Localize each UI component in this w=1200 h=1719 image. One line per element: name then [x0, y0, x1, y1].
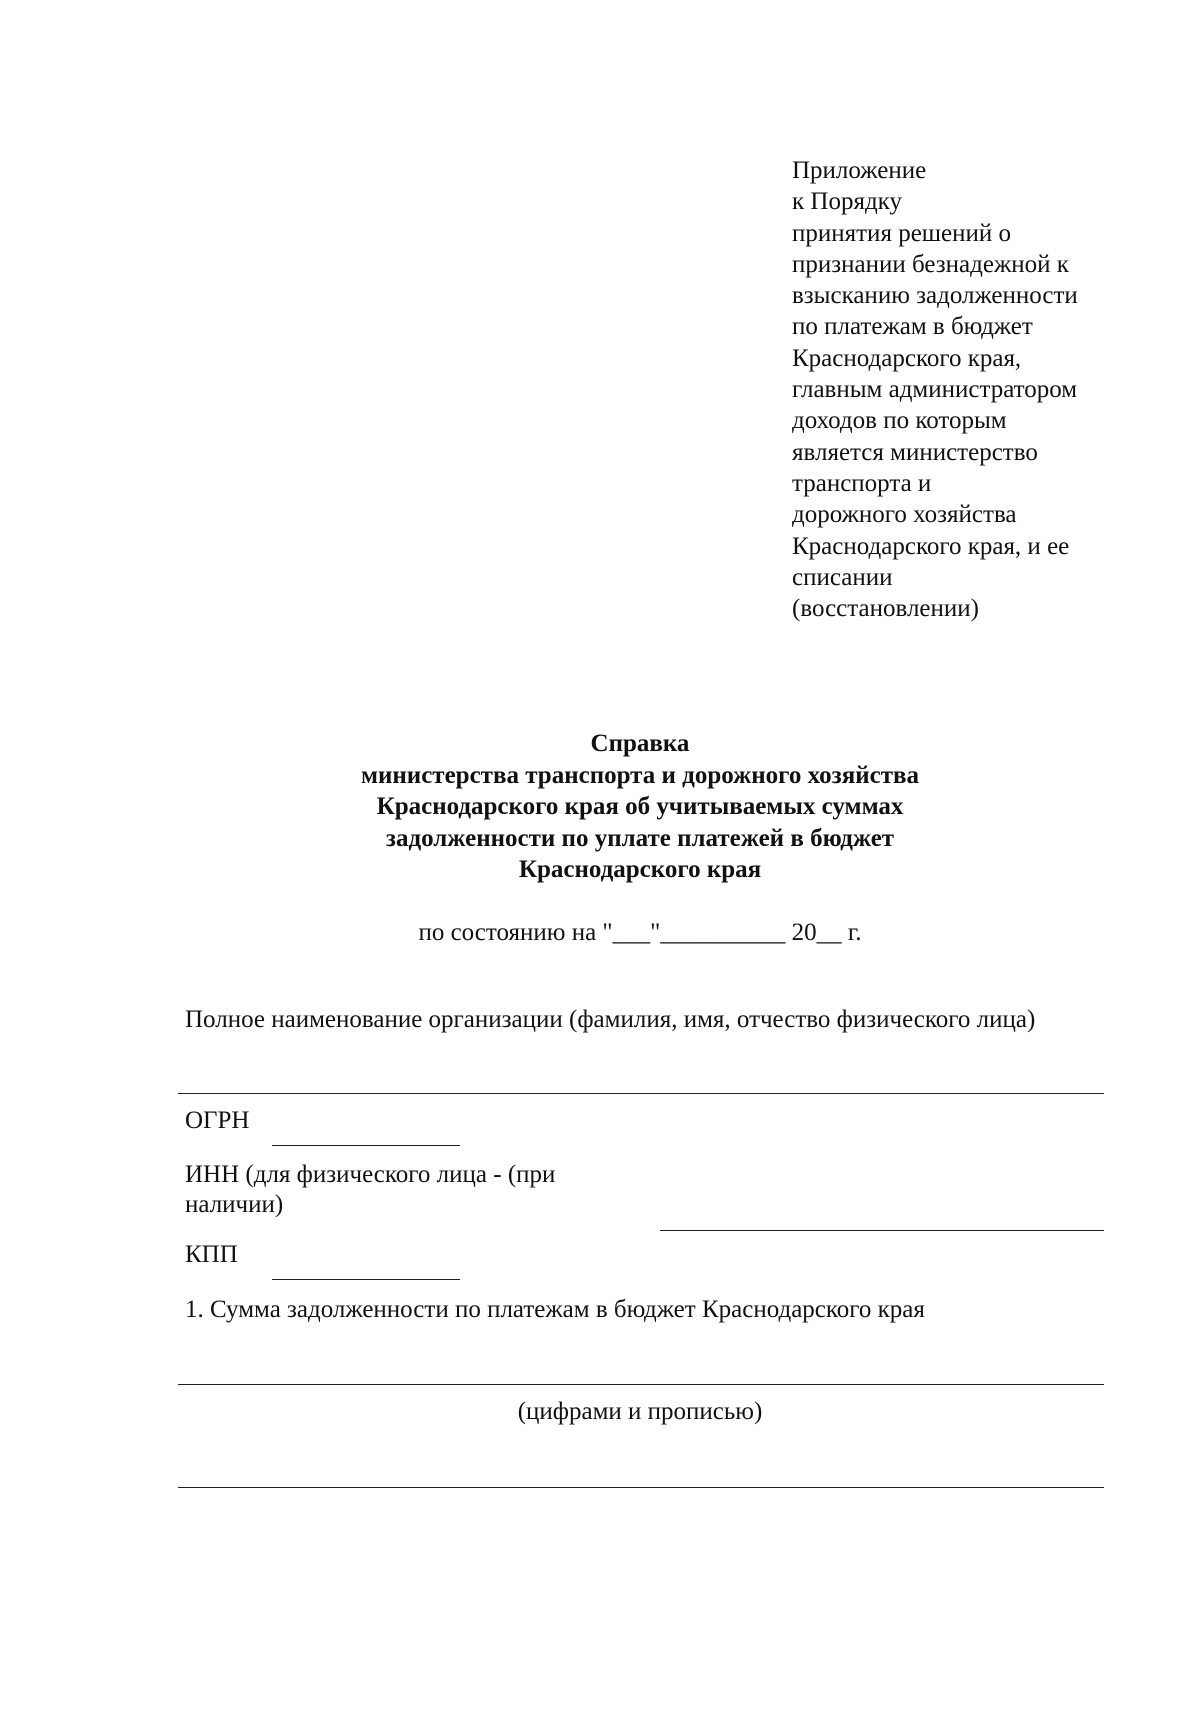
org-name-label: Полное наименование организации (фамилия, имя, отчество физического лица) — [185, 1006, 1036, 1033]
title-line: Справка — [590, 730, 690, 757]
inn-field[interactable] — [660, 1230, 1104, 1231]
kpp-label: КПП — [185, 1241, 238, 1268]
as-of-date: по состоянию на "___"__________ 20__ г. — [418, 919, 862, 946]
appendix-line: принятия решений о — [792, 219, 1012, 247]
appendix-line: Краснодарского края, — [792, 344, 1022, 372]
appendix-line: (восстановлении) — [792, 595, 979, 623]
appendix-line: главным администратором — [792, 376, 1078, 404]
appendix-line: по платежам в бюджет — [792, 313, 1033, 341]
appendix-note — [792, 155, 1172, 624]
debt-sum-hint: (цифрами и прописью) — [517, 1398, 763, 1425]
title-line: Краснодарского края — [518, 856, 762, 883]
inn-label-line1: ИНН (для физического лица - (при — [185, 1161, 556, 1188]
title-line: задолженности по уплате платежей в бюджет — [385, 824, 895, 852]
appendix-line: взысканию задолженности — [792, 282, 1078, 310]
debt-sum-label: 1. Сумма задолженности по платежам в бюджет Краснодарского края — [185, 1296, 925, 1323]
org-name-field[interactable] — [178, 1093, 1104, 1094]
document-title — [0, 728, 1200, 886]
kpp-field[interactable] — [272, 1279, 460, 1280]
appendix-line: признании безнадежной к — [792, 250, 1069, 278]
inn-label-line2: наличии) — [185, 1191, 284, 1218]
appendix-line: транспорта и — [792, 469, 932, 497]
ogrn-label: ОГРН — [185, 1107, 250, 1134]
debt-sum-field[interactable] — [178, 1384, 1104, 1385]
appendix-line: Краснодарского края, и ее — [792, 532, 1070, 560]
appendix-line: доходов по которым — [792, 407, 1007, 435]
appendix-line: к Порядку — [792, 188, 902, 216]
ogrn-field[interactable] — [272, 1145, 460, 1146]
appendix-line: дорожного хозяйства — [792, 501, 1017, 529]
appendix-line: является министерство — [792, 438, 1038, 466]
appendix-line: списании — [792, 563, 893, 591]
debt-sum-words-field[interactable] — [178, 1487, 1104, 1488]
appendix-line: Приложение — [792, 157, 927, 184]
title-line: министерства транспорта и дорожного хозяйства — [360, 761, 920, 789]
title-line: Краснодарского края об учитываемых суммах — [376, 793, 904, 820]
